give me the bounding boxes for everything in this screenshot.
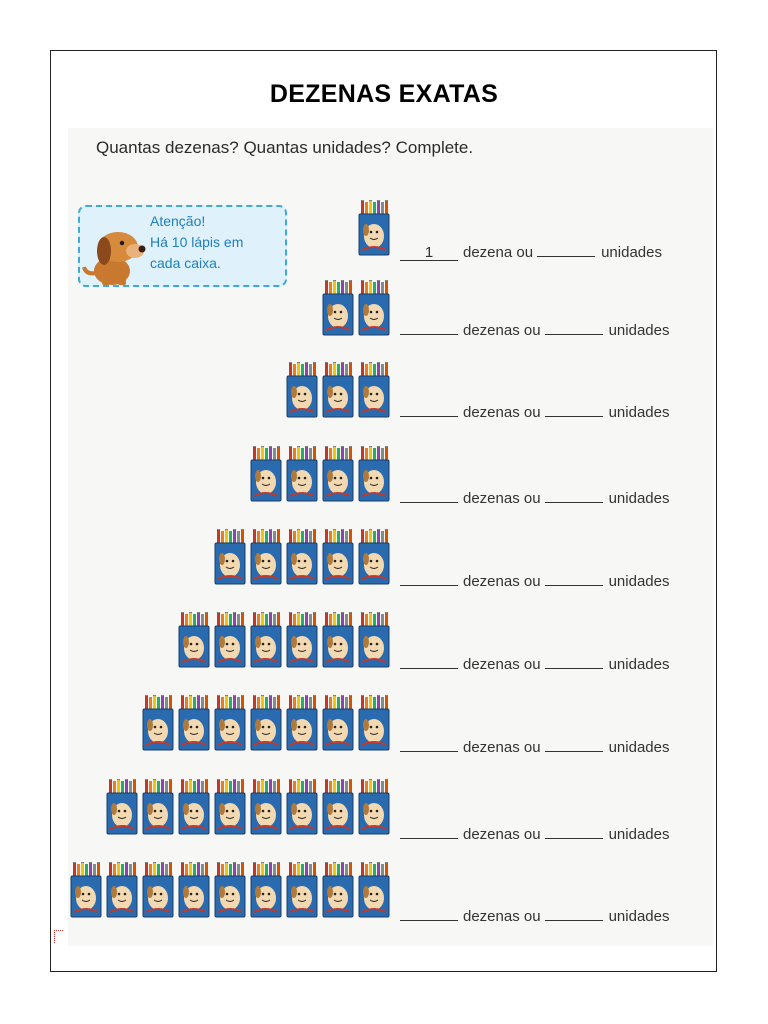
pencil-box-icon	[358, 779, 390, 835]
pencil-box-icon	[106, 779, 138, 835]
exercise-row	[0, 612, 768, 672]
answer-line	[400, 242, 662, 261]
exercise-row	[0, 362, 768, 422]
exercise-row	[0, 695, 768, 755]
pencil-box-icon	[70, 862, 102, 918]
answer-line	[400, 488, 669, 507]
pencil-box-group	[214, 529, 390, 585]
answer-line	[400, 320, 669, 339]
scan-corner-mark	[54, 930, 63, 943]
units-label: unidades	[608, 404, 670, 421]
tens-answer-field[interactable]	[400, 402, 458, 417]
exercise-row	[0, 862, 768, 925]
pencil-box-group	[70, 862, 390, 918]
pencil-box-icon	[358, 612, 390, 668]
pencil-box-icon	[358, 862, 390, 918]
units-answer-field[interactable]	[545, 906, 603, 921]
pencil-box-icon	[322, 612, 354, 668]
pencil-box-icon	[322, 362, 354, 418]
pencil-box-icon	[286, 612, 318, 668]
exercise-row	[0, 446, 768, 506]
pencil-box-icon	[214, 695, 246, 751]
pencil-box-icon	[322, 280, 354, 336]
tens-label: dezenas ou	[463, 739, 541, 756]
answer-line	[400, 824, 669, 843]
pencil-box-group	[142, 695, 390, 751]
answer-line	[400, 737, 669, 756]
pencil-box-icon	[250, 446, 282, 502]
pencil-box-icon	[286, 362, 318, 418]
pencil-box-icon	[322, 446, 354, 502]
units-label: unidades	[608, 490, 670, 507]
pencil-box-group	[178, 612, 390, 668]
pencil-box-icon	[214, 779, 246, 835]
pencil-box-icon	[250, 612, 282, 668]
pencil-box-icon	[286, 529, 318, 585]
pencil-box-icon	[358, 362, 390, 418]
pencil-box-icon	[178, 779, 210, 835]
units-label: unidades	[608, 739, 670, 756]
callout-heading: Atenção!	[150, 213, 206, 229]
tens-answer-field[interactable]	[400, 571, 458, 586]
tens-answer-field[interactable]	[400, 906, 458, 921]
units-answer-field[interactable]	[545, 571, 603, 586]
pencil-box-icon	[178, 612, 210, 668]
pencil-box-group	[286, 362, 390, 418]
units-label: unidades	[608, 322, 670, 339]
pencil-box-icon	[250, 529, 282, 585]
tens-answer-field[interactable]	[400, 824, 458, 839]
tens-label: dezenas ou	[463, 656, 541, 673]
pencil-box-group	[106, 779, 390, 835]
units-label: unidades	[608, 826, 670, 843]
pencil-box-icon	[286, 446, 318, 502]
exercise-row	[0, 280, 768, 340]
pencil-box-icon	[358, 695, 390, 751]
answer-line	[400, 402, 669, 421]
page-title: DEZENAS EXATAS	[269, 80, 499, 108]
exercise-row	[0, 779, 768, 843]
tens-answer-field[interactable]	[400, 737, 458, 752]
pencil-box-group	[358, 200, 390, 256]
tens-label: dezenas ou	[463, 404, 541, 421]
pencil-box-icon	[142, 695, 174, 751]
pencil-box-icon	[286, 695, 318, 751]
units-label: unidades	[601, 244, 662, 261]
pencil-box-icon	[250, 862, 282, 918]
tens-label: dezena ou	[463, 244, 534, 261]
units-answer-field[interactable]	[545, 402, 603, 417]
pencil-box-icon	[250, 695, 282, 751]
pencil-box-icon	[358, 280, 390, 336]
pencil-box-icon	[322, 529, 354, 585]
pencil-box-icon	[358, 446, 390, 502]
answer-line	[400, 654, 669, 673]
pencil-box-icon	[214, 862, 246, 918]
callout-line-2: cada caixa.	[150, 255, 221, 271]
pencil-box-icon	[322, 779, 354, 835]
pencil-box-group	[322, 280, 390, 336]
units-answer-field[interactable]	[545, 654, 603, 669]
pencil-box-icon	[106, 862, 138, 918]
units-answer-field[interactable]	[545, 824, 603, 839]
pencil-box-icon	[142, 862, 174, 918]
pencil-box-icon	[178, 695, 210, 751]
units-answer-field[interactable]	[537, 242, 595, 257]
answer-line	[400, 906, 669, 925]
units-answer-field[interactable]	[545, 488, 603, 503]
answer-line	[400, 571, 669, 590]
callout-line-1: Há 10 lápis em	[150, 234, 244, 250]
units-label: unidades	[608, 573, 670, 590]
pencil-box-icon	[178, 862, 210, 918]
pencil-box-icon	[214, 529, 246, 585]
pencil-box-icon	[286, 862, 318, 918]
instruction-text: Quantas dezenas? Quantas unidades? Complete.	[96, 138, 474, 157]
pencil-box-icon	[322, 862, 354, 918]
tens-label: dezenas ou	[463, 573, 541, 590]
units-answer-field[interactable]	[545, 737, 603, 752]
units-answer-field[interactable]	[545, 320, 603, 335]
tens-label: dezenas ou	[463, 908, 541, 925]
tens-answer-field[interactable]	[400, 320, 458, 335]
units-label: unidades	[608, 908, 670, 925]
tens-answer-field[interactable]	[400, 654, 458, 669]
pencil-box-icon	[358, 529, 390, 585]
tens-label: dezenas ou	[463, 490, 541, 507]
exercise-row	[0, 200, 768, 260]
tens-label: dezenas ou	[463, 826, 541, 843]
pencil-box-group	[250, 446, 390, 502]
pencil-box-icon	[358, 200, 390, 256]
pencil-box-icon	[142, 779, 174, 835]
tens-answer-field[interactable]	[400, 488, 458, 503]
units-label: unidades	[608, 656, 670, 673]
tens-answer-field[interactable]: 1	[400, 246, 458, 261]
tens-label: dezenas ou	[463, 322, 541, 339]
exercise-row	[0, 529, 768, 589]
pencil-box-icon	[286, 779, 318, 835]
pencil-box-icon	[250, 779, 282, 835]
pencil-box-icon	[322, 695, 354, 751]
pencil-box-icon	[214, 612, 246, 668]
